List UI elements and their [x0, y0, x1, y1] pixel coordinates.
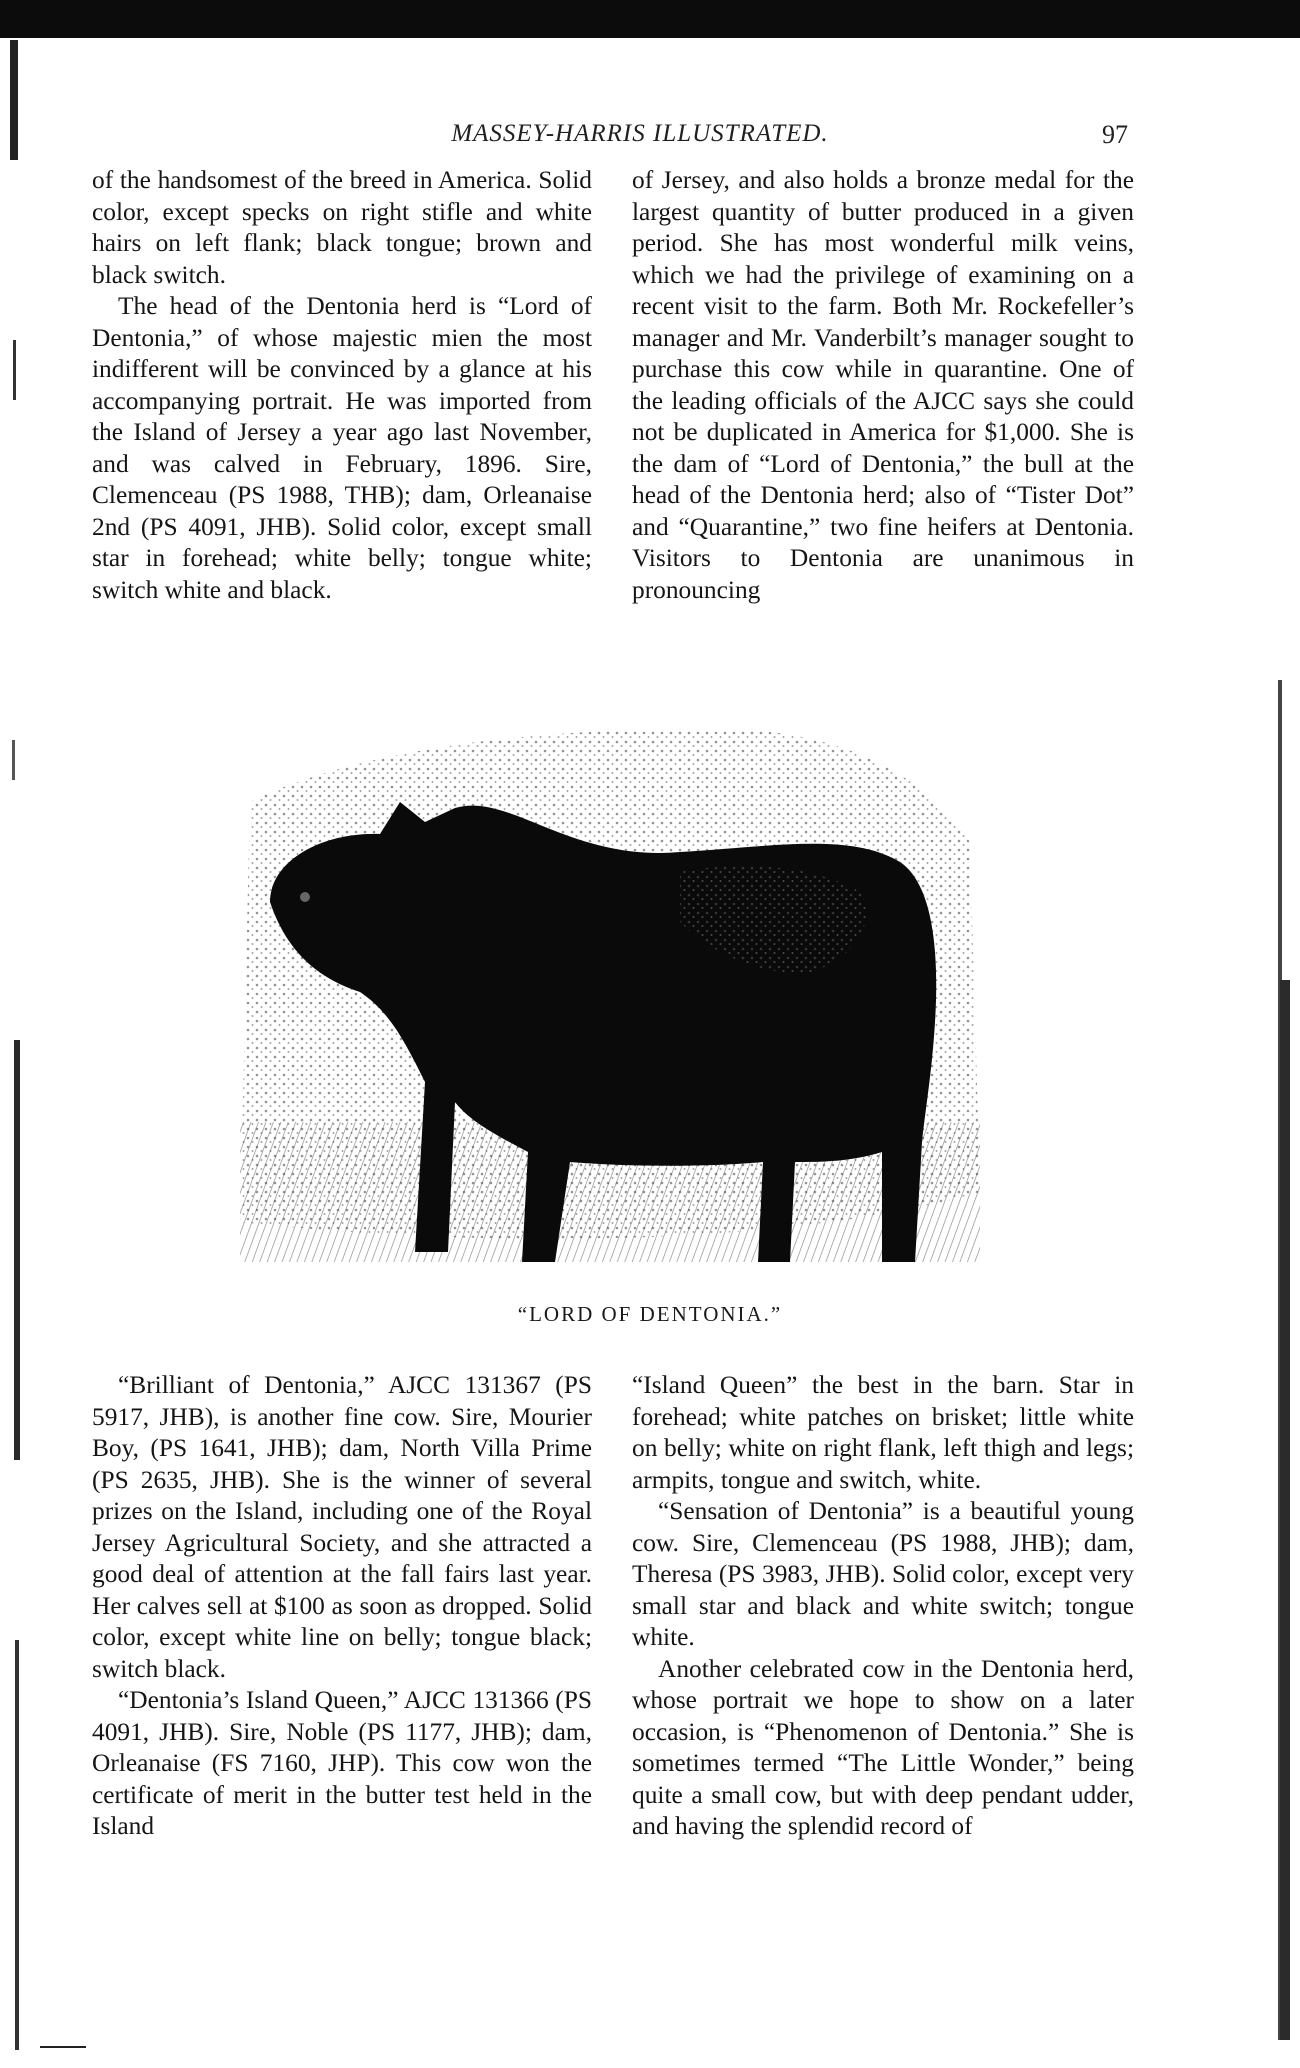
scan-left-edge	[8, 40, 22, 2050]
column-bottom-left	[92, 1370, 592, 1843]
bull-illustration	[210, 722, 1010, 1282]
column-top-right	[632, 165, 1134, 606]
paragraph: of Jersey, and also holds a bronze medal for the largest quantity of butter produced in a given period. She has most wonderful milk veins, which we had the privilege of examining on a recent visit to the farm. Both Mr. Rockefeller’s manager and Mr. Vanderbilt’s manager sought to purchase this cow while in quarantine. One of the leading officials of the AJCC says she could not be duplicated in America for $1,000. She is the dam of “Lord of Dentonia,” the bull at the head of the Dentonia herd; also of “Tister Dot” and “Quarantine,” two fine heifers at Dentonia. Visitors to Dentonia are unanimous in pronouncing	[632, 166, 1134, 604]
paragraph: “Dentonia’s Island Queen,” AJCC 131366 (PS 4091, JHB). Sire, Noble (PS 1177, JHB); dam, Orleanaise (FS 7160, JHP). This cow won the certificate of merit in the butter test held in the Island	[92, 1686, 592, 1840]
column-top-left	[92, 165, 592, 606]
scan-right-edge	[1268, 680, 1294, 2040]
page-number: 97	[1102, 120, 1128, 149]
scan-top-border	[0, 0, 1300, 38]
paragraph: “Island Queen” the best in the barn. Star in forehead; white patches on brisket; little white on belly; white on right flank, left thigh and legs; armpits, tongue and switch, white.	[632, 1371, 1134, 1494]
footer-rule	[40, 2046, 86, 2048]
running-title: MASSEY-HARRIS ILLUSTRATED.	[451, 120, 829, 147]
paragraph: Another celebrated cow in the Dentonia herd, whose portrait we hope to show on a later occasion, is “Phenomenon of Dentonia.” She is sometimes termed “The Little Wonder,” being quite a small cow, but with deep pendant udder, and having the splendid record of	[632, 1654, 1134, 1840]
paragraph: “Brilliant of Dentonia,” AJCC 131367 (PS 5917, JHB), is another fine cow. Sire, Mourier Boy, (PS 1641, JHB); dam, North Villa Prime (PS 2635, JHB). She is the winner of several prizes on the Island, including one of the Royal Jersey Agricultural Society, and she attracted a good deal of attention at the fall fairs last year. Her calves sell at $100 as soon as dropped. Solid color, except white line on belly; tongue black; switch black.	[92, 1371, 592, 1683]
paragraph: of the handsomest of the breed in America. Solid color, except specks on right stifle and white hairs on left flank; black tongue; brown and black switch.	[92, 166, 592, 289]
paragraph: “Sensation of Dentonia” is a beautiful young cow. Sire, Clemenceau (PS 1988, JHB); dam, Theresa (PS 3983, JHB). Solid color, except very small star and black and white switch; tongue white.	[632, 1497, 1134, 1651]
paragraph: The head of the Dentonia herd is “Lord of Dentonia,” of whose majestic mien the most indifferent will be convinced by a glance at his accompanying portrait. He was imported from the Island of Jersey a year ago last November, and was calved in February, 1896. Sire, Clemenceau (PS 1988, THB); dam, Orleanaise 2nd (PS 4091, JHB). Solid color, except small star in forehead; white belly; tongue white; switch white and black.	[92, 292, 592, 604]
illustration-caption: “LORD OF DENTONIA.”	[517, 1302, 783, 1326]
column-bottom-right	[632, 1370, 1134, 1843]
